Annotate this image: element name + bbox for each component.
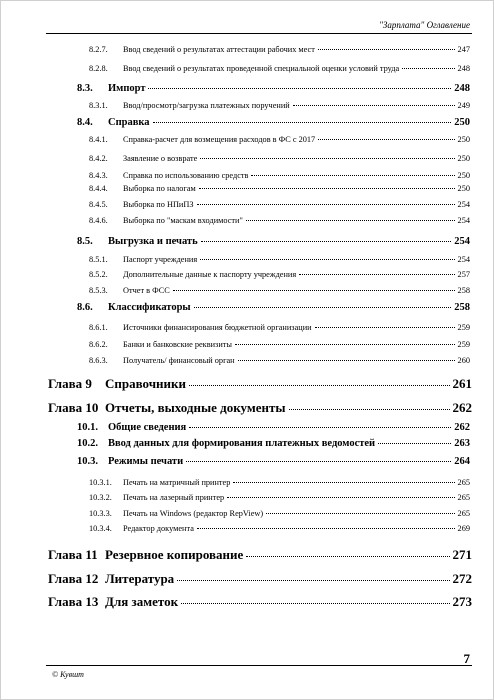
toc-entry-number: 8.4.: [77, 117, 93, 128]
toc-entry-page: 250: [457, 135, 470, 144]
toc-entry-number: 10.3.2.: [89, 493, 112, 502]
toc-entry-title: Получатель/ финансовый орган: [123, 356, 235, 365]
toc-subsection-entry[interactable]: [89, 64, 470, 73]
toc-entry-number: 8.4.1.: [89, 135, 108, 144]
toc-leader-dots: [197, 528, 455, 529]
toc-leader-dots: [246, 556, 449, 557]
toc-entry-number: 10.3.: [77, 456, 98, 467]
toc-subsection-entry[interactable]: [89, 200, 470, 209]
toc-chapter-entry[interactable]: [48, 376, 472, 392]
toc-subsection-entry[interactable]: [89, 509, 470, 518]
footer-rule: [46, 665, 472, 666]
page-number: 7: [463, 651, 470, 666]
toc-entry-page: 271: [452, 547, 472, 562]
toc-entry-title: Литература: [105, 571, 175, 586]
toc-entry-number: 8.5.3.: [89, 286, 108, 295]
toc-leader-dots: [238, 360, 455, 361]
toc-entry-page: 263: [454, 438, 470, 449]
toc-entry-number: 8.5.1.: [89, 255, 108, 264]
toc-entry-page: 254: [454, 236, 470, 247]
toc-entry-page: 250: [457, 184, 470, 193]
toc-leader-dots: [299, 274, 454, 275]
toc-entry-number: 8.4.2.: [89, 154, 108, 163]
toc-leader-dots: [148, 88, 451, 89]
toc-entry-title: Резервное копирование: [105, 547, 244, 562]
toc-entry-page: 264: [454, 456, 470, 467]
toc-leader-dots: [186, 461, 451, 462]
toc-leader-dots: [181, 603, 449, 604]
toc-entry-title: Для заметок: [105, 594, 179, 609]
toc-section-entry[interactable]: [77, 422, 470, 433]
toc-entry-page: 247: [457, 45, 470, 54]
toc-subsection-entry[interactable]: [89, 323, 470, 332]
toc-subsection-entry[interactable]: [89, 356, 470, 365]
toc-section-entry[interactable]: [77, 236, 470, 247]
toc-entry-page: 250: [457, 154, 470, 163]
toc-entry-page: 254: [457, 200, 470, 209]
toc-entry-page: 272: [452, 571, 472, 586]
toc-entry-title: Ввод сведений о результатах аттестации рабочих мест: [123, 45, 315, 54]
toc-entry-page: 262: [452, 400, 472, 415]
toc-entry-number: 8.3.1.: [89, 101, 108, 110]
toc-entry-page: 265: [457, 509, 470, 518]
toc-entry-title: Ввод/просмотр/загрузка платежных поручений: [123, 101, 290, 110]
toc-entry-title: Печать на матричный принтер: [123, 478, 231, 487]
toc-entry-title: Выборка по "маскам входимости": [123, 216, 243, 225]
toc-leader-dots: [315, 327, 455, 328]
toc-subsection-entry[interactable]: [89, 286, 470, 295]
toc-entry-title: Выборка по налогам: [123, 184, 196, 193]
toc-subsection-entry[interactable]: [89, 154, 470, 163]
toc-entry-number: 8.6.2.: [89, 340, 108, 349]
toc-subsection-entry[interactable]: [89, 340, 470, 349]
toc-subsection-entry[interactable]: [89, 216, 470, 225]
toc-entry-title: Отчеты, выходные документы: [105, 400, 286, 415]
toc-leader-dots: [318, 139, 454, 140]
toc-subsection-entry[interactable]: [89, 45, 470, 54]
toc-subsection-entry[interactable]: [89, 171, 470, 180]
toc-leader-dots: [318, 49, 455, 50]
toc-entry-title: Ввод данных для формирования платежных ведомостей: [108, 438, 376, 449]
toc-subsection-entry[interactable]: [89, 184, 470, 193]
toc-leader-dots: [173, 290, 455, 291]
toc-entry-page: 250: [454, 117, 470, 128]
toc-section-entry[interactable]: [77, 438, 470, 449]
toc-entry-title: Классификаторы: [108, 302, 191, 313]
toc-entry-number: 8.4.3.: [89, 171, 108, 180]
toc-leader-dots: [235, 344, 455, 345]
toc-leader-dots: [233, 482, 454, 483]
toc-entry-number: 10.1.: [77, 422, 98, 433]
toc-entry-number: 8.6.3.: [89, 356, 108, 365]
toc-section-entry[interactable]: [77, 456, 470, 467]
toc-leader-dots: [197, 204, 455, 205]
toc-entry-page: 259: [457, 323, 470, 332]
toc-leader-dots: [246, 220, 455, 221]
toc-entry-page: 262: [454, 422, 470, 433]
toc-chapter-entry[interactable]: [48, 571, 472, 587]
toc-subsection-entry[interactable]: [89, 478, 470, 487]
toc-entry-number: 8.2.7.: [89, 45, 108, 54]
toc-leader-dots: [289, 409, 450, 410]
toc-leader-dots: [189, 385, 450, 386]
toc-entry-page: 273: [452, 594, 472, 609]
toc-entry-title: Банки и банковские реквизиты: [123, 340, 232, 349]
toc-leader-dots: [177, 580, 449, 581]
toc-subsection-entry[interactable]: [89, 135, 470, 144]
toc-entry-title: Справка: [108, 117, 150, 128]
toc-leader-dots: [251, 175, 454, 176]
toc-entry-number: 8.2.8.: [89, 64, 108, 73]
toc-leader-dots: [266, 513, 454, 514]
toc-entry-number: 10.3.4.: [89, 524, 112, 533]
toc-chapter-entry[interactable]: [48, 547, 472, 563]
toc-entry-title: Общие сведения: [108, 422, 187, 433]
toc-leader-dots: [200, 158, 454, 159]
toc-entry-title: Ввод сведений о результатах проведенной специальной оценки условий труда: [123, 64, 400, 73]
toc-entry-number: 8.6.1.: [89, 323, 108, 332]
toc-entry-number: 8.5.2.: [89, 270, 108, 279]
toc-section-entry[interactable]: [77, 117, 470, 128]
toc-entry-page: 258: [454, 302, 470, 313]
toc-entry-page: 265: [457, 478, 470, 487]
toc-leader-dots: [227, 497, 454, 498]
toc-leader-dots: [194, 307, 452, 308]
toc-entry-page: 254: [457, 255, 470, 264]
toc-entry-title: Выборка по НПиПЗ: [123, 200, 194, 209]
toc-entry-number: 8.4.4.: [89, 184, 108, 193]
toc-entry-page: 260: [457, 356, 470, 365]
toc-entry-page: 257: [457, 270, 470, 279]
toc-entry-page: 248: [457, 64, 470, 73]
toc-entry-page: 269: [457, 524, 470, 533]
toc-section-entry[interactable]: [77, 83, 470, 94]
toc-entry-title: Отчет в ФСС: [123, 286, 170, 295]
toc-leader-dots: [199, 188, 455, 189]
toc-entry-number: 8.3.: [77, 83, 93, 94]
toc-entry-number: 8.4.6.: [89, 216, 108, 225]
toc-entry-number: Глава 10: [48, 400, 99, 415]
toc-entry-number: Глава 12: [48, 571, 99, 586]
toc-entry-title: Печать на Windows (редактор RepView): [123, 509, 264, 518]
toc-entry-page: 249: [457, 101, 470, 110]
toc-subsection-entry[interactable]: [89, 101, 470, 110]
toc-entry-title: Справочники: [105, 376, 186, 391]
toc-entry-page: 258: [457, 286, 470, 295]
toc-entry-number: Глава 11: [48, 547, 98, 562]
toc-entry-number: 10.3.3.: [89, 509, 112, 518]
toc-leader-dots: [189, 427, 451, 428]
toc-entry-number: 10.3.1.: [89, 478, 112, 487]
toc-leader-dots: [402, 68, 454, 69]
toc-subsection-entry[interactable]: [89, 493, 470, 502]
toc-leader-dots: [378, 443, 451, 444]
toc-entry-title: Справка по использованию средств: [123, 171, 249, 180]
toc-entry-page: 259: [457, 340, 470, 349]
toc-entry-page: 254: [457, 216, 470, 225]
toc-chapter-entry[interactable]: [48, 594, 472, 610]
toc-leader-dots: [293, 105, 455, 106]
toc-entry-title: Паспорт учреждения: [123, 255, 198, 264]
toc-entry-title: Режимы печати: [108, 456, 184, 467]
toc-entry-title: Импорт: [108, 83, 146, 94]
toc-subsection-entry[interactable]: [89, 524, 470, 533]
toc-chapter-entry[interactable]: [48, 400, 472, 416]
toc-entry-title: Справка-расчет для возмещения расходов в ФС с 2017: [123, 135, 316, 144]
toc-entry-page: 265: [457, 493, 470, 502]
toc-entry-title: Печать на лазерный принтер: [123, 493, 225, 502]
toc-entry-title: Источники финансирования бюджетной организации: [123, 323, 312, 332]
toc-entry-title: Редактор документа: [123, 524, 194, 533]
toc-entry-number: 10.2.: [77, 438, 98, 449]
toc-entry-number: 8.5.: [77, 236, 93, 247]
running-header: "Зарплата" Оглавление: [379, 20, 470, 30]
toc-subsection-entry[interactable]: [89, 255, 470, 264]
toc-entry-number: Глава 9: [48, 376, 92, 391]
toc-entry-page: 261: [452, 376, 472, 391]
toc-entry-title: Дополнительные данные к паспорту учреждения: [123, 270, 297, 279]
toc-entry-number: 8.4.5.: [89, 200, 108, 209]
toc-entry-title: Выгрузка и печать: [108, 236, 198, 247]
toc-leader-dots: [153, 122, 452, 123]
toc-leader-dots: [201, 241, 452, 242]
toc-subsection-entry[interactable]: [89, 270, 470, 279]
toc-leader-dots: [200, 259, 454, 260]
toc-entry-number: Глава 13: [48, 594, 99, 609]
footer-copyright: © Кувшт: [52, 670, 84, 679]
toc-entry-title: Заявление о возврате: [123, 154, 198, 163]
toc-section-entry[interactable]: [77, 302, 470, 313]
toc-entry-page: 248: [454, 83, 470, 94]
toc-entry-page: 250: [457, 171, 470, 180]
toc-entry-number: 8.6.: [77, 302, 93, 313]
